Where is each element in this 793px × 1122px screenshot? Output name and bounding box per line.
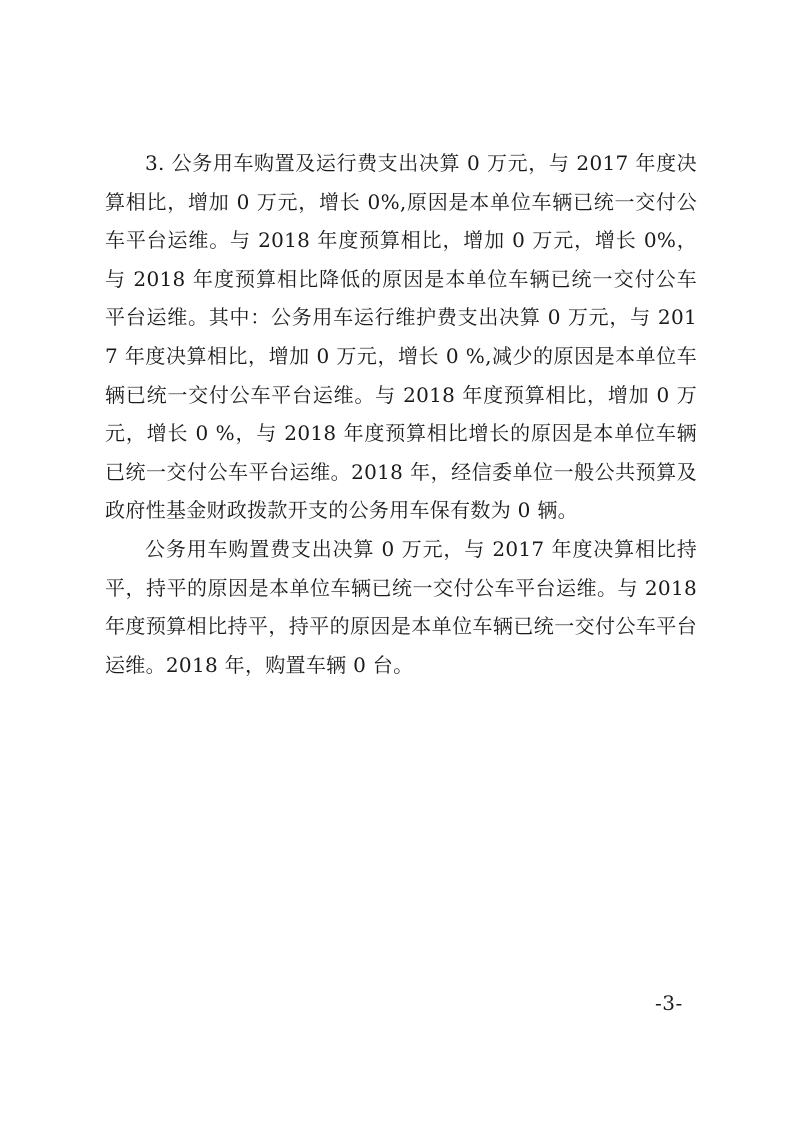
paragraph-vehicle-purchase: 公务用车购置费支出决算 0 万元，与 2017 年度决算相比持平，持平的原因是本单位车辆已统一交付公车平台运维。与 2018 年度预算相比持平，持平的原因是本单位车辆已统一交付公车平台运维。2018 年，购置车辆 0 台。 <box>105 536 697 677</box>
paragraph-vehicle-operation: 3. 公务用车购置及运行费支出决算 0 万元，与 2017 年度决算相比，增加 0 万元，增长 0%,原因是本单位车辆已统一交付公车平台运维。与 2018 年度预算相比，增加 0 万元，增长 0%，与 2018 年度预算相比降低的原因是本单位车辆已统一交付公车平台运维。其中：公务用车运行维护费支出决算 0 万元，与 2017 年度决算相比，增加 0 万元，增长 0 %,减少的原因是本单位车辆已统一交付公车平台运维。与 2018 年度预算相比，增加 0 万元，增长 0 %，与 2018 年度预算相比增长的原因是本单位车辆已统一交付公车平台运维。2018 年，经信委单位一般公共预算及政府性基金财政拨款开支的公务用车保有数为 0 辆。 <box>105 151 697 523</box>
page-number: -3- <box>655 991 683 1015</box>
body-text <box>105 144 697 684</box>
